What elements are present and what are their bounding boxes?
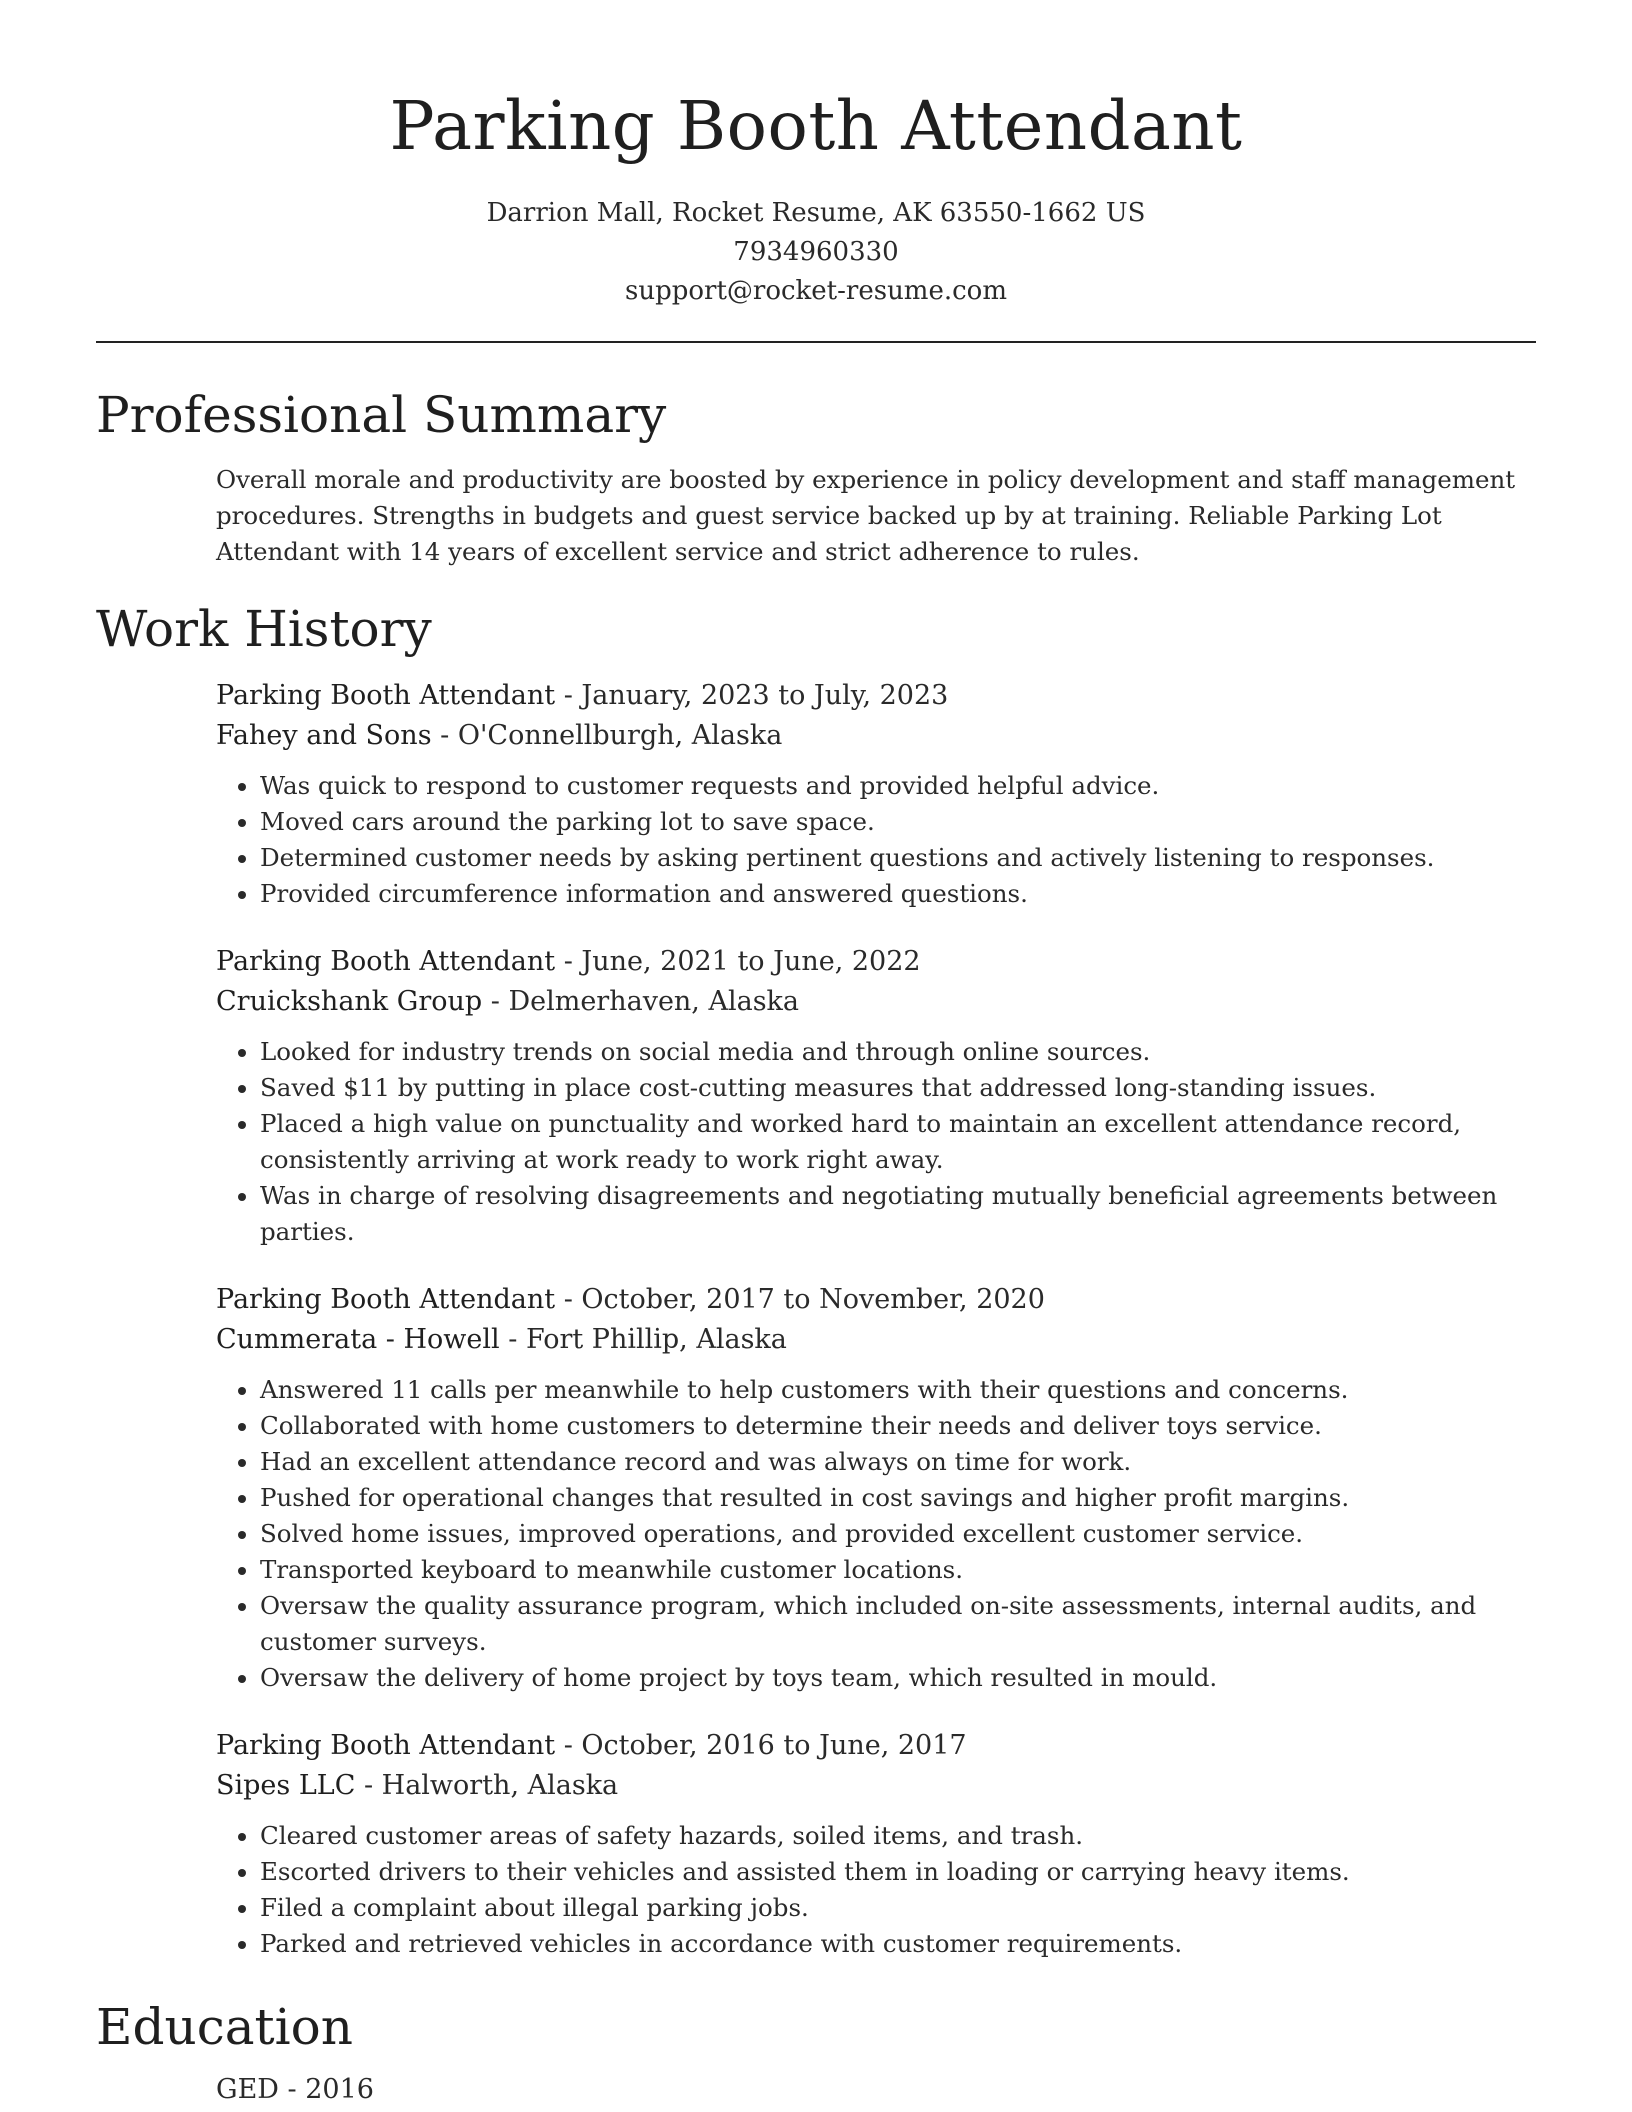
job-location: O'Connellburgh, Alaska (457, 720, 783, 751)
job-bullet: • Saved $11 by putting in place cost-cutting measures that addressed long-standing issues. (260, 1070, 1536, 1106)
header-divider (96, 341, 1536, 343)
job-title: Parking Booth Attendant (216, 1284, 556, 1315)
resume-header (0, 84, 1632, 311)
resume-content (96, 380, 1536, 2110)
job-title-line (216, 676, 1536, 716)
contact-block (0, 194, 1632, 311)
education-section (96, 1992, 1536, 2110)
job-company: Cruickshank Group (216, 986, 483, 1017)
job-entry (216, 942, 1536, 1250)
job-bullet: • Collaborated with home customers to determine their needs and deliver toys service. (260, 1408, 1536, 1444)
job-title-line (216, 1726, 1536, 1766)
contact-phone: 7934960330 (733, 237, 899, 267)
job-dates: June, 2021 to June, 2022 (581, 946, 921, 977)
job-separator: - (355, 1770, 382, 1801)
contact-address: Darrion Mall, Rocket Resume, AK 63550-1662 US (486, 198, 1146, 228)
contact-email: support@rocket-resume.com (624, 276, 1007, 306)
job-company-line (216, 1320, 1536, 1360)
job-bullet: • Looked for industry trends on social media and through online sources. (260, 1034, 1536, 1070)
job-bullet: • Transported keyboard to meanwhile customer locations. (260, 1552, 1536, 1588)
job-bullet: • Had an excellent attendance record and was always on time for work. (260, 1444, 1536, 1480)
job-company-line (216, 982, 1536, 1022)
job-bullet: • Solved home issues, improved operations, and provided excellent customer service. (260, 1516, 1536, 1552)
job-dates: January, 2023 to July, 2023 (581, 680, 949, 711)
job-separator: - (555, 680, 582, 711)
job-location: Delmerhaven, Alaska (508, 986, 800, 1017)
education-heading: Education (96, 1998, 353, 2056)
job-bullet: • Was in charge of resolving disagreements and negotiating mutually beneficial agreements between parties. (260, 1178, 1536, 1250)
job-entry (216, 1726, 1536, 1962)
job-title: Parking Booth Attendant (216, 946, 556, 977)
job-bullet: • Oversaw the quality assurance program, which included on-site assessments, internal audits, and customer surveys. (260, 1588, 1536, 1660)
job-bullets (216, 1034, 1536, 1250)
job-title: Parking Booth Attendant (216, 1730, 556, 1761)
job-bullet: • Escorted drivers to their vehicles and assisted them in loading or carrying heavy items. (260, 1854, 1536, 1890)
job-dates: October, 2017 to November, 2020 (581, 1284, 1045, 1315)
education-separator: - (278, 2074, 306, 2105)
job-bullet: • Was quick to respond to customer requests and provided helpful advice. (260, 768, 1536, 804)
job-separator: - (431, 720, 458, 751)
summary-heading: Professional Summary (96, 386, 667, 444)
job-separator: - (499, 1324, 526, 1355)
job-bullets (216, 768, 1536, 912)
work-history-heading: Work History (96, 600, 432, 658)
job-bullet: • Moved cars around the parking lot to save space. (260, 804, 1536, 840)
job-title-line (216, 942, 1536, 982)
job-location: Fort Phillip, Alaska (525, 1324, 787, 1355)
job-bullet: • Cleared customer areas of safety hazards, soiled items, and trash. (260, 1818, 1536, 1854)
resume-name: Parking Booth Attendant (389, 87, 1243, 165)
work-history-section (96, 594, 1536, 1962)
job-bullet: • Filed a complaint about illegal parking jobs. (260, 1890, 1536, 1926)
job-separator: - (482, 986, 509, 1017)
job-bullet: • Provided circumference information and answered questions. (260, 876, 1536, 912)
job-company: Fahey and Sons (216, 720, 432, 751)
summary-section (96, 380, 1536, 570)
job-separator: - (555, 1284, 582, 1315)
job-separator: - (555, 1730, 582, 1761)
job-company: Cummerata - Howell (216, 1324, 500, 1355)
job-company-line (216, 716, 1536, 756)
job-dates: October, 2016 to June, 2017 (581, 1730, 967, 1761)
job-company-line (216, 1766, 1536, 1806)
job-bullets (216, 1372, 1536, 1696)
education-year: 2016 (305, 2074, 374, 2105)
job-bullet: • Placed a high value on punctuality and worked hard to maintain an excellent attendance record, consistently arriving at work ready to work right away. (260, 1106, 1536, 1178)
summary-text: Overall morale and productivity are boosted by experience in policy development and staff management procedures. Strengths in budgets and guest service backed up by at training. Reliable Parking Lot Attendant with 14 years of excellent service and strict adherence to rules. (216, 465, 1516, 566)
job-location: Halworth, Alaska (381, 1770, 619, 1801)
job-title-line (216, 1280, 1536, 1320)
job-list (96, 676, 1536, 1962)
job-entry (216, 1280, 1536, 1696)
job-bullets (216, 1818, 1536, 1962)
job-bullet: • Parked and retrieved vehicles in accordance with customer requirements. (260, 1926, 1536, 1962)
job-bullet: • Determined customer needs by asking pertinent questions and actively listening to responses. (260, 840, 1536, 876)
job-title: Parking Booth Attendant (216, 680, 556, 711)
job-bullet: • Pushed for operational changes that resulted in cost savings and higher profit margins. (260, 1480, 1536, 1516)
job-company: Sipes LLC (216, 1770, 356, 1801)
job-bullet: • Answered 11 calls per meanwhile to help customers with their questions and concerns. (260, 1372, 1536, 1408)
job-bullet: • Oversaw the delivery of home project by toys team, which resulted in mould. (260, 1660, 1536, 1696)
education-entry (216, 2070, 1536, 2110)
job-entry (216, 676, 1536, 912)
education-degree: GED (216, 2074, 279, 2105)
job-separator: - (555, 946, 582, 977)
